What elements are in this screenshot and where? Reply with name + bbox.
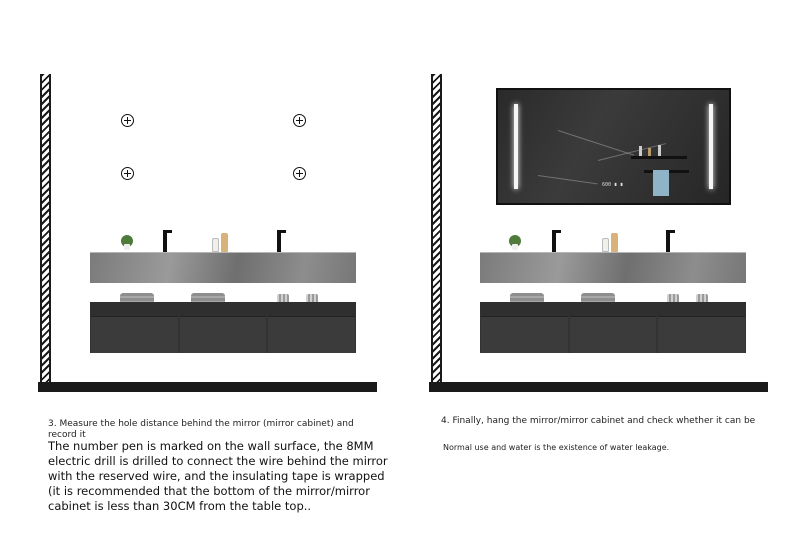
soap-bottle-icon — [658, 145, 661, 156]
soap-bottle-icon — [611, 233, 618, 252]
hole-marker-icon — [293, 167, 306, 180]
floor-line — [429, 382, 768, 392]
cabinet-top — [90, 302, 356, 316]
hole-marker-icon — [121, 114, 134, 127]
drawer — [91, 316, 178, 353]
drawer — [658, 316, 745, 353]
soap-bottle-icon — [648, 148, 651, 156]
soap-bottle-icon — [221, 233, 228, 252]
drawer — [481, 316, 568, 353]
step-4-heading: 4. Finally, hang the mirror/mirror cabinet and check whether it can be — [441, 416, 756, 426]
hole-marker-icon — [293, 114, 306, 127]
soap-bottle-icon — [639, 146, 642, 156]
marble-vein — [558, 130, 634, 156]
mirror-cabinet — [496, 88, 731, 205]
step-4-body: Normal use and water is the existence of water leakage. — [443, 443, 670, 452]
cabinet-drawers — [480, 316, 746, 353]
glass-shelf — [631, 156, 687, 159]
faucet-icon — [666, 230, 670, 252]
plant-icon — [509, 235, 521, 247]
led-strip — [514, 104, 518, 189]
hole-marker-icon — [121, 167, 134, 180]
countertop — [480, 252, 746, 283]
wall-hatch — [40, 74, 51, 382]
soap-bottle-icon — [212, 238, 219, 252]
wall-hatch — [431, 74, 442, 382]
towel-icon — [653, 170, 669, 196]
faucet-icon — [277, 230, 281, 252]
mirror-display: 600 ∎ ∎ — [602, 182, 624, 188]
drawer — [570, 316, 657, 353]
right-panel — [395, 0, 790, 540]
drawer — [180, 316, 267, 353]
drawer — [268, 316, 355, 353]
faucet-icon — [163, 230, 167, 252]
step-3-heading: 3. Measure the hole distance behind the mirror (mirror cabinet) and record it — [48, 419, 354, 440]
cabinet-top — [480, 302, 746, 316]
soap-bottle-icon — [602, 238, 609, 252]
marble-vein — [538, 175, 598, 184]
step-3-body: The number pen is marked on the wall surface, the 8MM electric drill is drilled to connect the wire behind the mirror with the reserved wire, and the insulating tape is wrapped (it is recommended that the bottom of the mirror/mirror cabinet is less than 30CM from the table top.. — [48, 439, 388, 513]
faucet-icon — [552, 230, 556, 252]
floor-line — [38, 382, 377, 392]
countertop — [90, 252, 356, 283]
led-strip — [709, 104, 713, 189]
plant-icon — [121, 235, 133, 247]
cabinet-drawers — [90, 316, 356, 353]
